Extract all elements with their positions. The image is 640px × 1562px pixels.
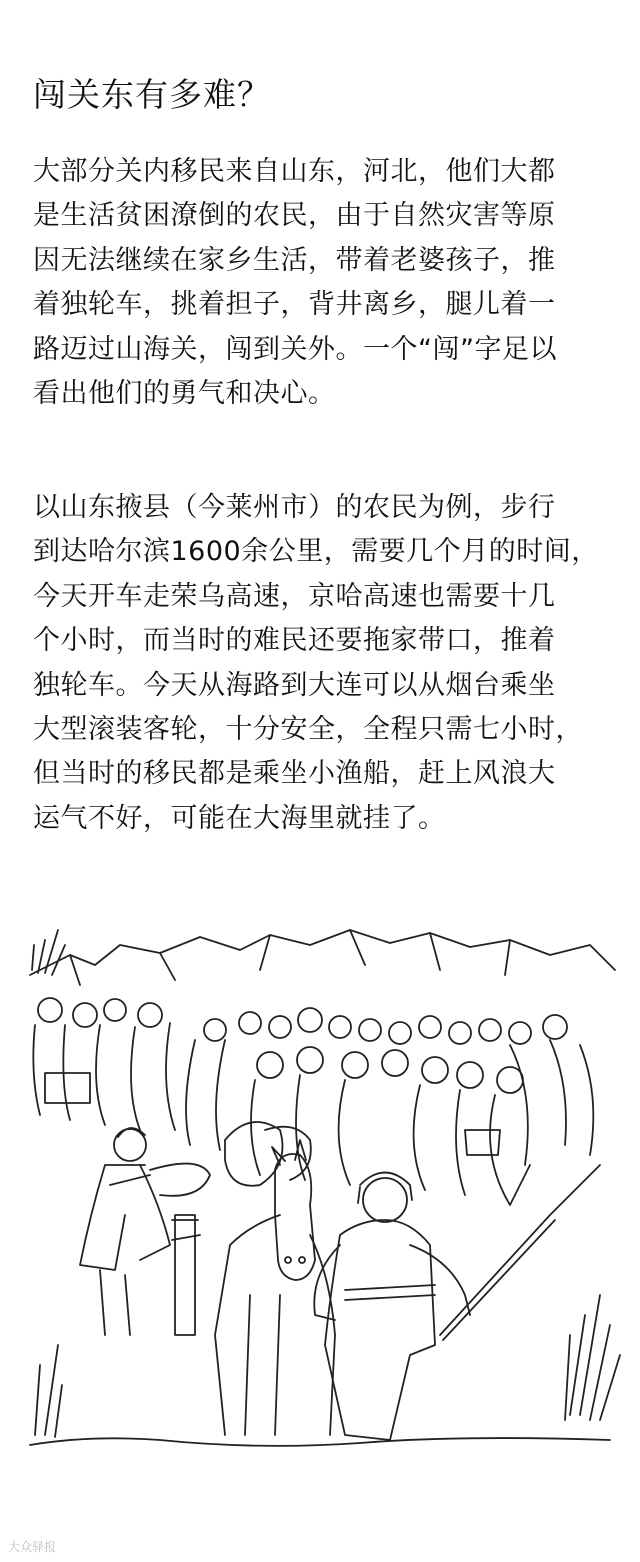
mule (215, 1140, 335, 1435)
article-title: 闯关东有多难？ (33, 75, 271, 114)
paragraph-line: 大部分关内移民来自山东，河北，他们大都 (33, 156, 556, 187)
paragraph-line: 路迈过山海关，闯到关外。一个“闯”字足以 (33, 333, 557, 365)
grass-left-bottom (35, 1345, 62, 1437)
paragraph-line: 今天开车走荣乌高速，京哈高速也需要十几 (33, 580, 556, 612)
ground (30, 1438, 610, 1446)
crowd-middle (251, 1047, 530, 1205)
paragraph-line: 看出他们的勇气和决心。 (33, 378, 336, 410)
paragraph-line: 个小时，而当时的难民还要拖家带口，推着 (33, 625, 556, 657)
paragraph-line: 大型滚装客轮，十分安全，全程只需七小时， (33, 714, 583, 746)
bucket (465, 1130, 500, 1155)
sign-box (45, 1073, 90, 1103)
paragraph-line: 是生活贫困潦倒的农民，由于自然灾害等原 (33, 200, 556, 232)
crowd-back-bodies (33, 1023, 593, 1165)
migrants-illustration (10, 915, 630, 1520)
paragraph-2 (33, 486, 613, 841)
paragraph-line: 运气不好，可能在大海里就挂了。 (33, 802, 446, 834)
left-man (80, 1128, 210, 1335)
paragraph-line: 到达哈尔滨1600余公里，需要几个月的时间， (33, 536, 599, 568)
leader-man (314, 1173, 470, 1441)
wooden-post (175, 1215, 195, 1335)
paragraph-line: 以山东掖县（今莱州市）的农民为例，步行 (33, 492, 556, 523)
mountain-range (30, 930, 615, 975)
grass-left (32, 930, 65, 975)
paragraph-line: 独轮车。今天从海路到大连可以从烟台乘坐 (33, 669, 556, 701)
crowd-back-row (38, 998, 567, 1044)
paragraph-line: 因无法继续在家乡生活，带着老婆孩子，推 (33, 244, 556, 276)
paragraph-line: 但当时的移民都是乘坐小渔船，赶上风浪大 (33, 758, 556, 790)
paragraph-1 (33, 150, 613, 416)
watermark: 大众驿报 (8, 1540, 57, 1554)
grass-right (565, 1295, 620, 1420)
paragraph-line: 着独轮车，挑着担子，背井离乡，腿儿着一 (33, 289, 556, 321)
